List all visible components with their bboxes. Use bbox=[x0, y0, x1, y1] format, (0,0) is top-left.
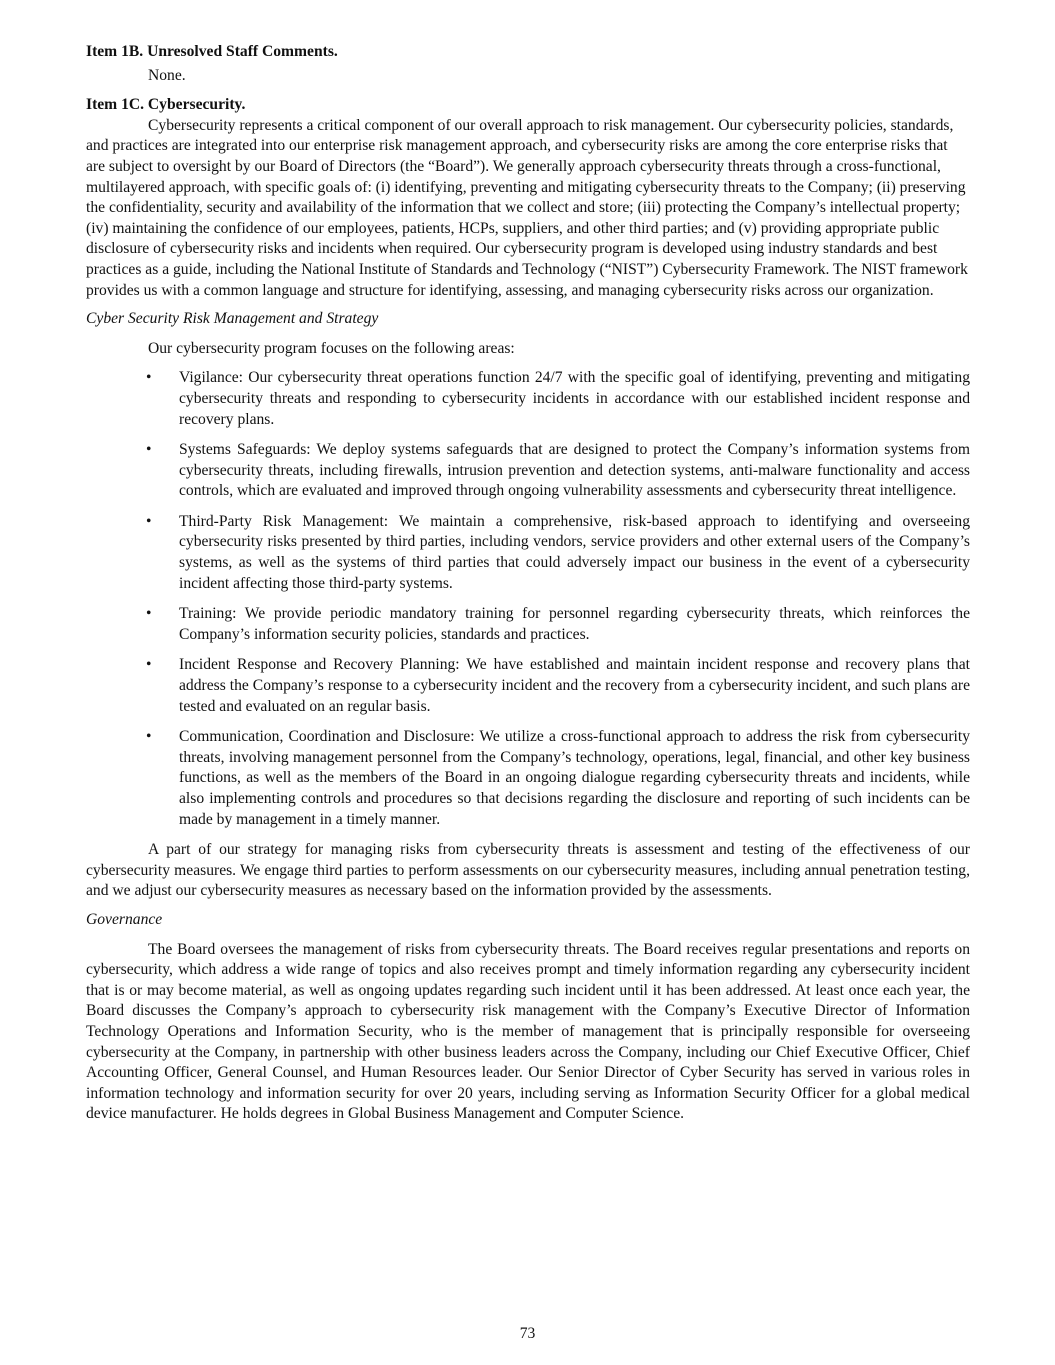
list-item-text: Communication, Coordination and Disclosure: We utilize a cross-functional approach to address the risk from cybersecurity threats, involving management personnel from the Company’s technology, operations, legal, financial, and other key business functions, as well as the members of the Board in an ongoing dialogue regarding cybersecurity threats and incidents, while also implementing controls and procedures so that decisions regarding the disclosure and reporting of such incidents can be made by management in a timely manner. bbox=[179, 728, 970, 828]
risk-management-subheading: Cyber Security Risk Management and Strategy bbox=[86, 310, 379, 328]
list-item bbox=[86, 604, 970, 645]
list-item-text: Incident Response and Recovery Planning: We have established and maintain incident response and recovery plans that address the Company’s response to a cybersecurity incident and the recovery from a cybersecurity incident, and such plans are tested and evaluated on an regular basis. bbox=[179, 656, 970, 715]
item-1b-body: None. bbox=[148, 66, 186, 84]
bullet-marker: • bbox=[146, 441, 152, 459]
bullet-marker: • bbox=[146, 656, 152, 674]
bullet-marker: • bbox=[146, 605, 152, 623]
item-1b-heading: Item 1B. Unresolved Staff Comments. bbox=[86, 43, 338, 60]
governance-subheading: Governance bbox=[86, 910, 163, 928]
bullet-marker: • bbox=[146, 728, 152, 746]
list-item-text: Third-Party Risk Management: We maintain a comprehensive, risk-based approach to identifying and overseeing cybersecurity risks presented by third parties, including vendors, service providers and other external users of the Company’s systems, as well as the systems of third parties that could adversely impact our business in the event of a cybersecurity incident affecting those third-party systems. bbox=[179, 512, 970, 592]
list-item bbox=[86, 512, 970, 594]
bullet-marker: • bbox=[146, 369, 152, 387]
list-item bbox=[86, 368, 970, 430]
list-item-text: Training: We provide periodic mandatory training for personnel regarding cybersecurity threats, which reinforces the Company’s information security policies, standards and practices. bbox=[179, 605, 970, 643]
list-item bbox=[86, 727, 970, 830]
list-item-text: Systems Safeguards: We deploy systems safeguards that are designed to protect the Company’s information systems from cybersecurity threats, including firewalls, intrusion prevention and detection systems, anti-malware functionality and access controls, which are evaluated and improved through ongoing vulnerability assessments and cybersecurity threat intelligence. bbox=[179, 441, 970, 500]
program-areas-list bbox=[86, 368, 970, 830]
list-item bbox=[86, 440, 970, 502]
program-areas-intro: Our cybersecurity program focuses on the following areas: bbox=[148, 339, 515, 357]
strategy-closing-paragraph: A part of our strategy for managing risks from cybersecurity threats is assessment and testing of the effectiveness of our cybersecurity measures. We engage third parties to perform assessments on our cybersecurity measures, including annual penetration testing, and we adjust our cybersecurity measures as necessary based on the information provided by the assessments. bbox=[86, 841, 970, 900]
governance-paragraph: The Board oversees the management of risks from cybersecurity threats. The Board receives regular presentations and reports on cybersecurity, which address a wide range of topics and also receives prompt and timely information regarding any cybersecurity incident that is or may become material, as well as ongoing updates regarding such incident until it has been addressed. At least once each year, the Board discusses the Company’s approach to cybersecurity risk management with the Company’s Executive Director of Information Technology Operations and Information Security, who is the member of management that is principally responsible for overseeing cybersecurity at the Company, in partnership with other business leaders across the Company, including our Chief Executive Officer, Chief Accounting Officer, General Counsel, and Human Resources leader. Our Senior Director of Cyber Security has served in various roles in information technology and information security for over 20 years, including serving as Information Security Officer for a global medical device manufacturer. He holds degrees in Global Business Management and Computer Science. bbox=[86, 940, 970, 1123]
page-number: 73 bbox=[519, 1325, 536, 1342]
list-item-text: Vigilance: Our cybersecurity threat operations function 24/7 with the specific goal of identifying, preventing and mitigating cybersecurity threats and responding to cybersecurity incidents in accordance with our established incident response and recovery plans. bbox=[179, 369, 970, 428]
cybersecurity-intro-paragraph: Cybersecurity represents a critical component of our overall approach to risk management. Our cybersecurity policies, standards, and practices are integrated into our enterprise risk management approach, and cybersecurity risks are among the core enterprise risks that are subject to oversight by our Board of Directors (the “Board”). We generally approach cybersecurity threats through a cross-functional, multilayered approach, with specific goals of: (i) identifying, preventing and mitigating cybersecurity threats to the Company; (ii) preserving the confidentiality, security and availability of the information that we collect and store; (iii) protecting the Company’s intellectual property; (iv) maintaining the confidence of our employees, patients, HCPs, suppliers, and other third parties; and (v) providing appropriate public disclosure of cybersecurity risks and incidents when required. Our cybersecurity program is developed using industry standards and best practices as a guide, including the National Institute of Standards and Technology (“NIST”) Cybersecurity Framework. The NIST framework provides us with a common language and structure for identifying, assessing, and managing cybersecurity risks across our organization. bbox=[86, 116, 968, 299]
list-item bbox=[86, 655, 970, 717]
bullet-marker: • bbox=[146, 512, 152, 530]
document-page bbox=[86, 42, 970, 1125]
item-1c-heading: Item 1C. Cybersecurity. bbox=[86, 96, 246, 114]
